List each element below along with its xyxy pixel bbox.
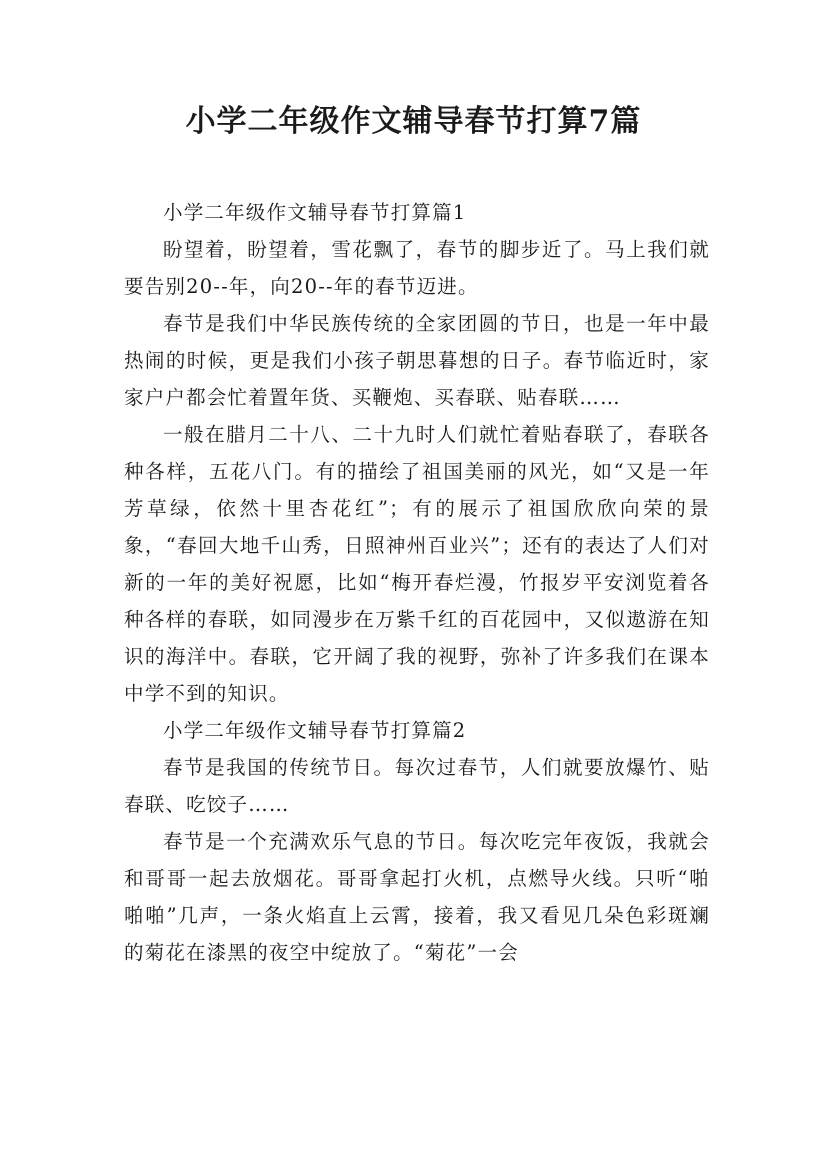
- paragraph: 春节是一个充满欢乐气息的节日。每次吃完年夜饭，我就会和哥哥一起去放烟花。哥哥拿起打火机，点燃导火线。只听“啪啪啪”几声，一条火焰直上云霄，接着，我又看见几朵色彩斑斓的菊花在漆黑的夜空中绽放了。“菊花”一会: [124, 830, 710, 964]
- section-heading-1: 小学二年级作文辅导春节打算篇1: [163, 201, 467, 224]
- paragraph: 春节是我国的传统节日。每次过春节，人们就要放爆竹、贴春联、吃饺子……: [124, 756, 710, 816]
- paragraph: 一般在腊月二十八、二十九时人们就忙着贴春联了，春联各种各样，五花八门。有的描绘了祖国美丽的风光，如“又是一年芳草绿，依然十里杏花红”；有的展示了祖国欣欣向荣的景象，“春回大地千山秀，日照神州百业兴”；还有的表达了人们对新的一年的美好祝愿，比如“梅开春烂漫，竹报岁平安浏览着各种各样的春联，如同漫步在万紫千红的百花园中，又似遨游在知识的海洋中。春联，它开阔了我的视野，弥补了许多我们在课本中学不到的知识。: [124, 423, 710, 705]
- document-body: [124, 194, 710, 971]
- paragraph: 盼望着，盼望着，雪花飘了，春节的脚步近了。马上我们就要告别20--年，向20--年的春节迈进。: [124, 238, 710, 298]
- paragraph: 春节是我们中华民族传统的全家团圆的节日，也是一年中最热闹的时候，更是我们小孩子朝思暮想的日子。春节临近时，家家户户都会忙着置年货、买鞭炮、买春联、贴春联……: [124, 312, 710, 409]
- section-heading-2: 小学二年级作文辅导春节打算篇2: [163, 719, 467, 742]
- document-title: 小学二年级作文辅导春节打算7篇: [185, 104, 642, 139]
